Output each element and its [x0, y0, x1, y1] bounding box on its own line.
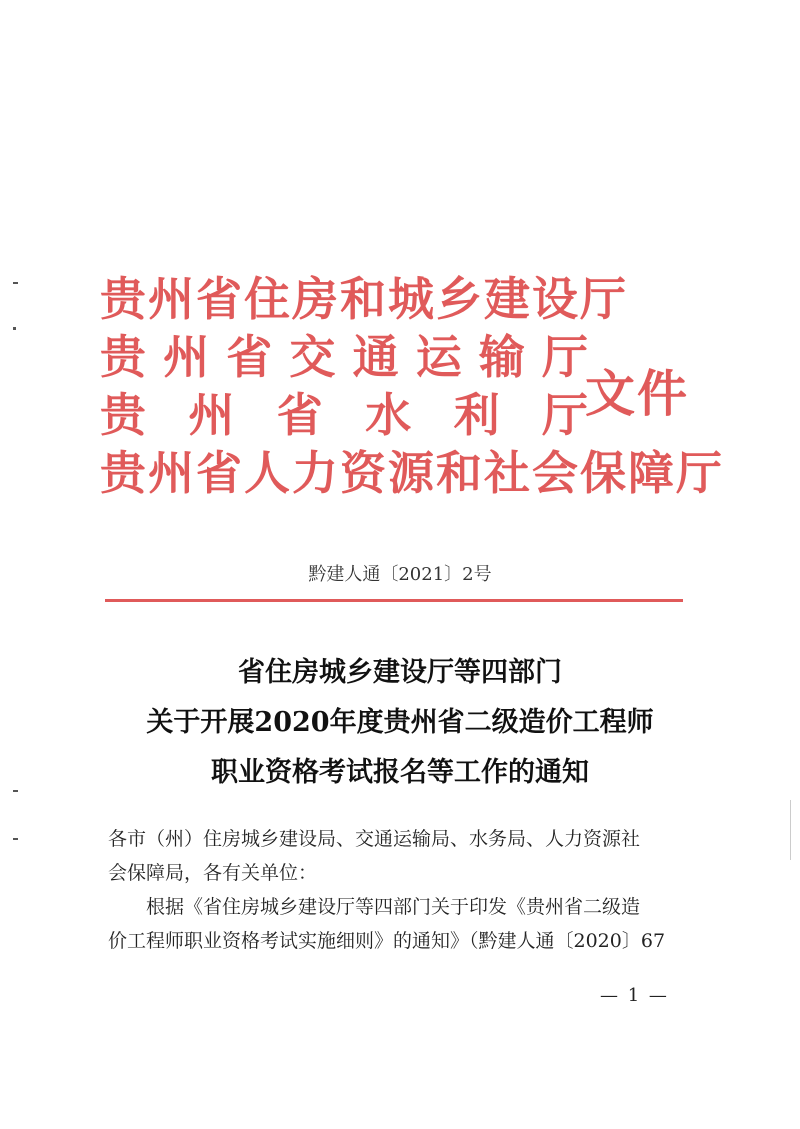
issuer-water-dept: 贵州省水利厅 — [100, 388, 590, 442]
scan-mark — [13, 282, 18, 284]
scan-mark — [13, 838, 18, 840]
document-suffix: 文件 — [585, 364, 689, 423]
issuer-transport-dept: 贵州省交通运输厅 — [100, 330, 590, 384]
title-line-3: 职业资格考试报名等工作的通知 — [211, 757, 589, 788]
document-body — [108, 822, 688, 958]
salutation-line-1: 各市（州）住房城乡建设局、交通运输局、水务局、人力资源社 — [108, 828, 641, 850]
title-line-1: 省住房城乡建设厅等四部门 — [238, 657, 562, 688]
scan-edge-line — [790, 800, 791, 860]
issuer-hr-dept: 贵州省人力资源和社会保障厅 — [100, 446, 724, 500]
red-divider — [105, 599, 683, 602]
paragraph-line-2: 价工程师职业资格考试实施细则》的通知》（黔建人通〔2020〕67 — [108, 930, 666, 952]
scan-mark — [13, 327, 16, 330]
title-line-2: 关于开展2020年度贵州省二级造价工程师 — [146, 707, 654, 738]
paragraph-line-1: 根据《省住房城乡建设厅等四部门关于印发《贵州省二级造 — [146, 896, 641, 918]
page-number: — 1 — — [600, 985, 669, 1006]
document-title — [0, 648, 800, 798]
salutation-line-2: 会保障局，各有关单位： — [108, 862, 318, 884]
issuer-housing-dept: 贵州省住房和城乡建设厅 — [100, 272, 628, 326]
document-number: 黔建人通〔2021〕2号 — [308, 564, 492, 585]
